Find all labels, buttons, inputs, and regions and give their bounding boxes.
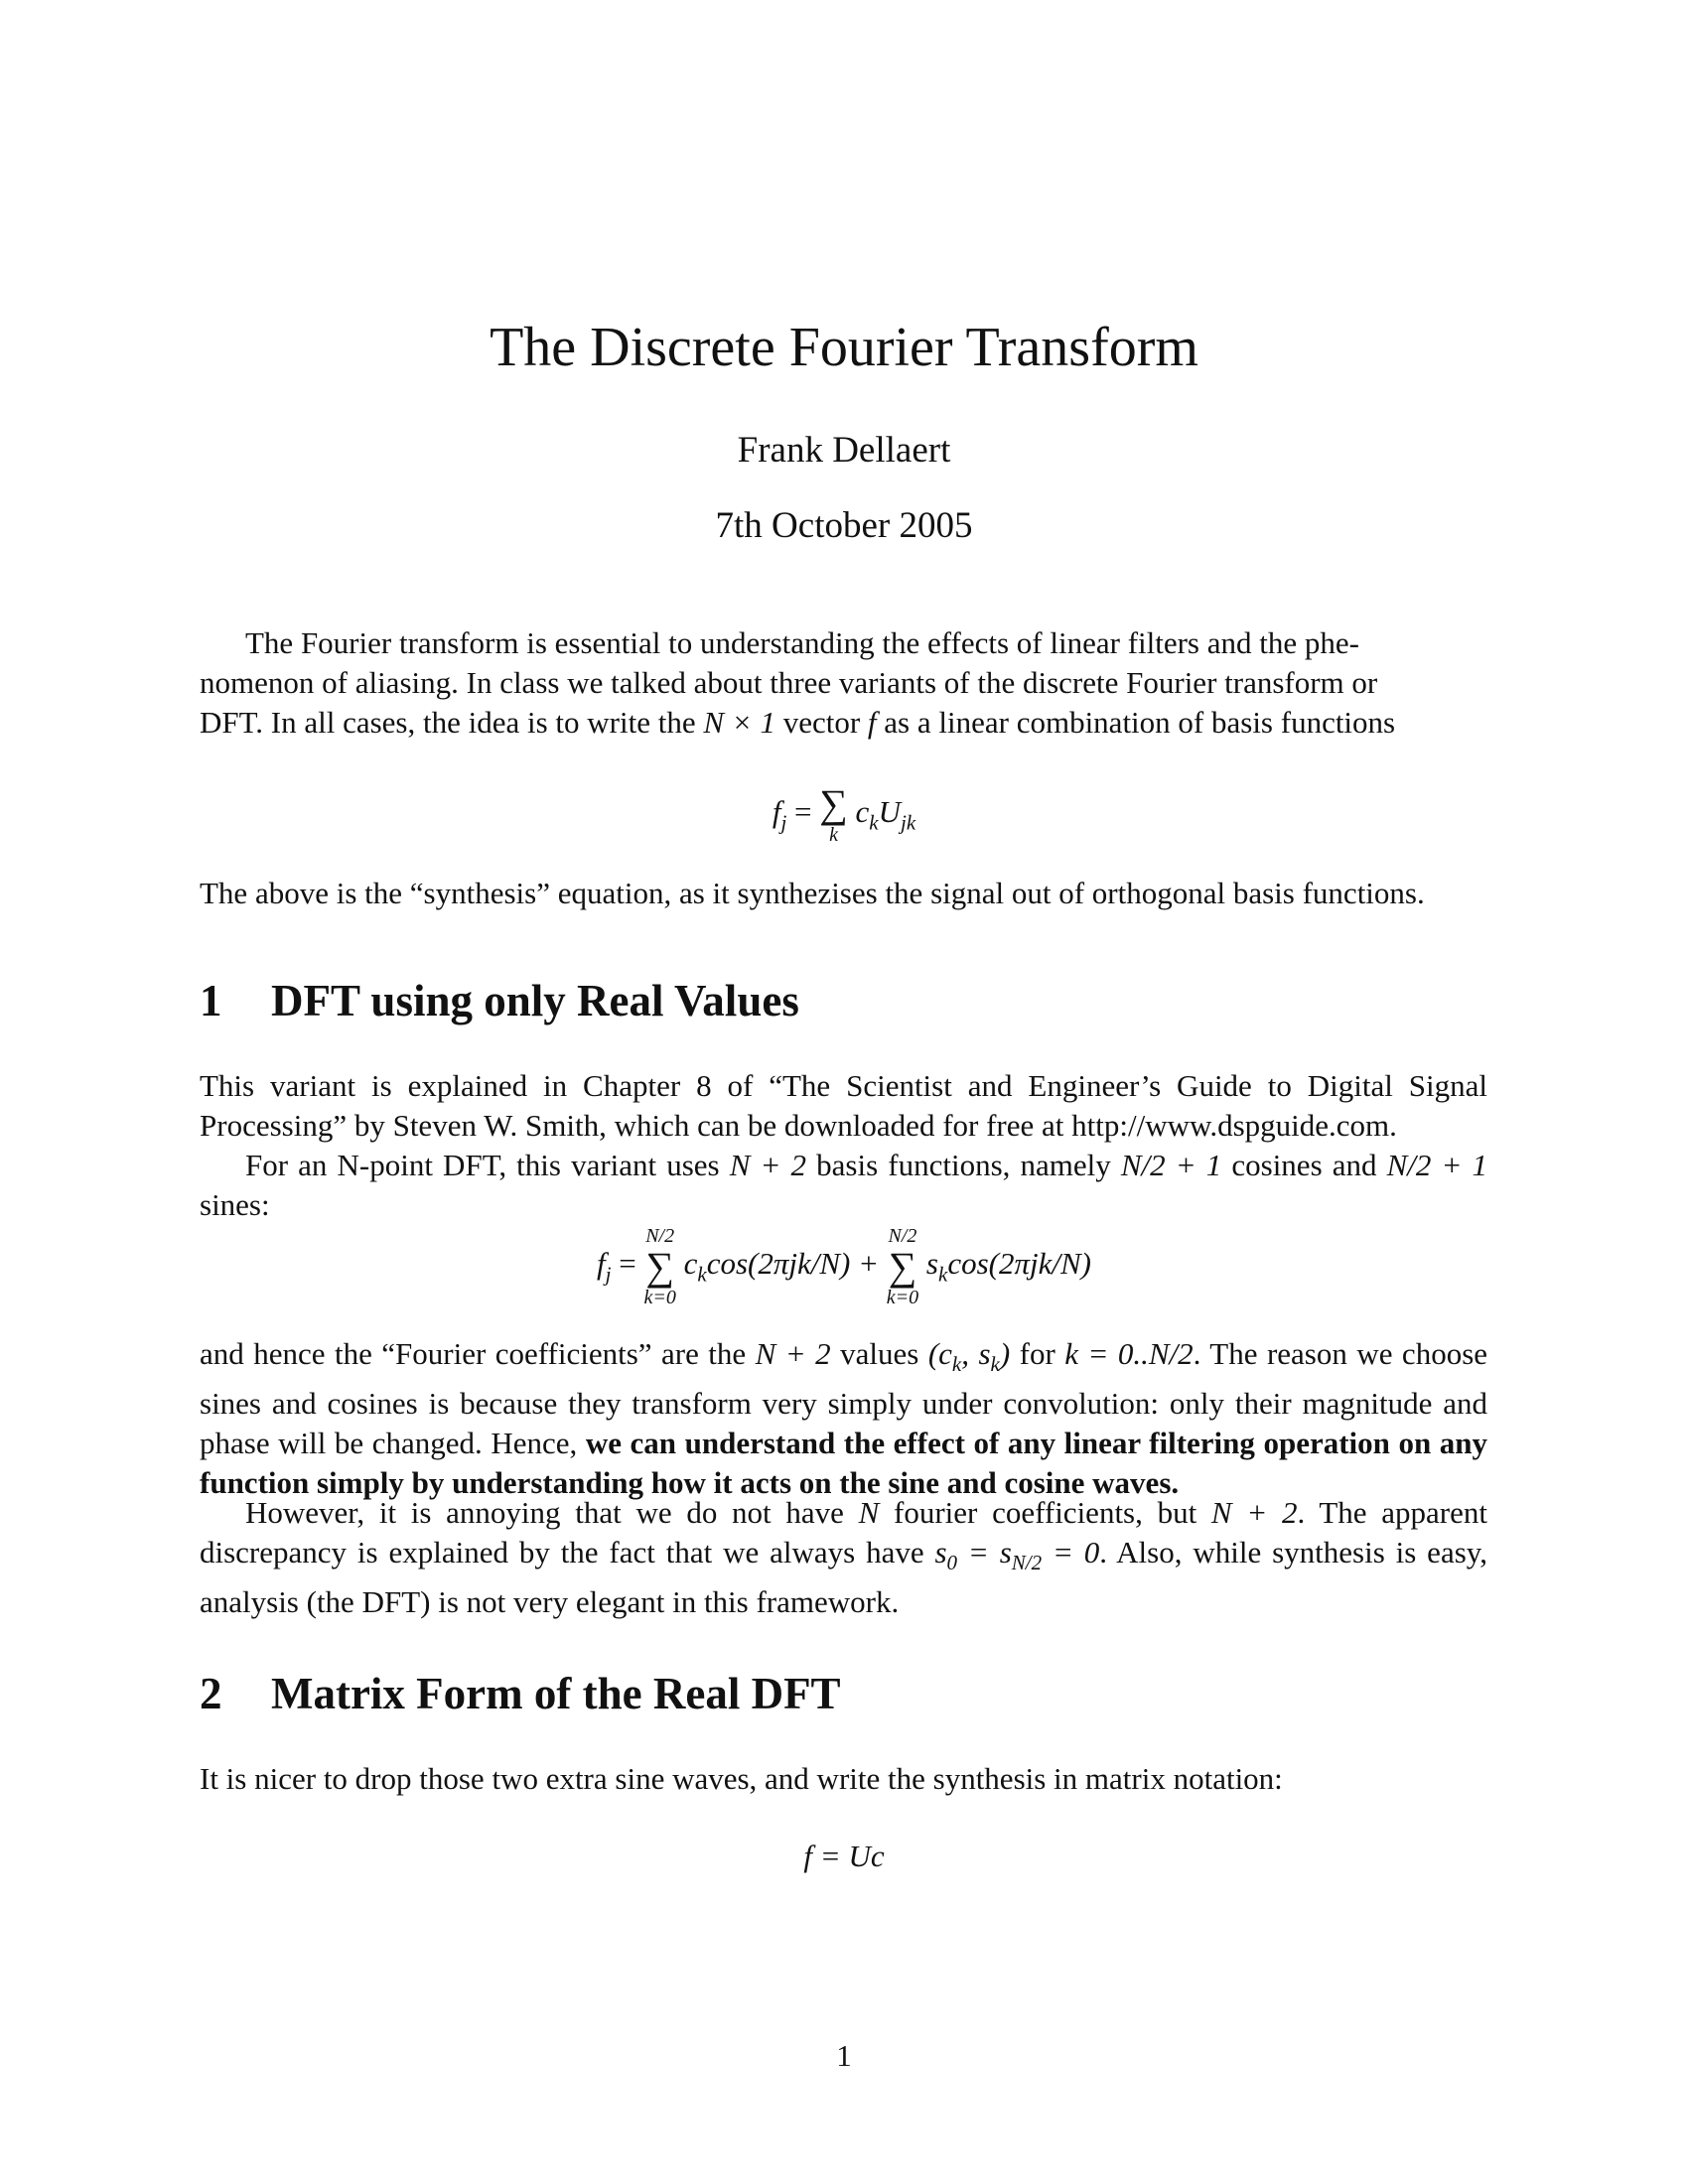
- eq2-sum-2: [887, 1225, 918, 1308]
- sigma-icon: ∑: [888, 1244, 917, 1289]
- eq1-sum-limit: k: [829, 824, 838, 846]
- intro-paragraph: [200, 623, 1487, 743]
- section-1-paragraph-2: [200, 1146, 1487, 1225]
- s1p4-m3b: = s: [957, 1535, 1012, 1570]
- intro-text-c: as a linear combination of basis functions: [884, 705, 1396, 740]
- eq2-sum-1-upper: N/2: [645, 1225, 675, 1247]
- s1p4-text-d: . Also, while synthesis is easy, analysis (the DFT) is not very elegant in this framework.: [200, 1535, 1488, 1620]
- eq1-term-U: U: [878, 794, 902, 830]
- paper-date: 7th October 2005: [715, 505, 973, 546]
- eq2-term-2-rest: cos(2πjk/N): [947, 1246, 1091, 1282]
- eq2-sum-1-lower: k=0: [643, 1287, 676, 1308]
- s1p3-text-c: for: [1019, 1336, 1055, 1371]
- intro-math-dim: N × 1: [703, 705, 775, 740]
- s1p3-text-b: values: [840, 1336, 919, 1371]
- eq2-equals: =: [619, 1246, 636, 1282]
- section-1-paragraph-4: [200, 1493, 1487, 1622]
- paper-author: Frank Dellaert: [737, 430, 951, 471]
- section-2-title: Matrix Form of the Real DFT: [271, 1669, 841, 1718]
- s1p4-m3c: = 0: [1042, 1535, 1100, 1570]
- s1p2-text-b: basis functions, namely: [816, 1148, 1111, 1182]
- matrix-equation: f = Uc: [803, 1839, 885, 1873]
- section-1-paragraph-1: This variant is explained in Chapter 8 of “The Scientist and Engineer’s Guide to Digital Signal Processing” by Steven W. Smith, which can be downloaded for free at http://www.dspguide.com.: [200, 1068, 1487, 1143]
- section-2-paragraph-1: It is nicer to drop those two extra sine waves, and write the synthesis in matrix notation:: [200, 1761, 1283, 1796]
- eq2-term-1: c: [683, 1246, 698, 1282]
- intro-math-f: f: [867, 705, 877, 740]
- s1p2-text-d: sines:: [200, 1187, 270, 1222]
- intro-line-2: nomenon of aliasing. In class we talked about three variants of the discrete Fourier transform or: [200, 665, 1378, 700]
- eq2-term-2-sub: k: [937, 1262, 948, 1287]
- s1p2-text-a: For an N-point DFT, this variant uses: [245, 1148, 720, 1182]
- eq1-sum-operator: [819, 781, 848, 846]
- page-number: 1: [836, 2038, 852, 2073]
- eq2-sum-2-lower: k=0: [886, 1287, 919, 1308]
- eq1-term-c-sub: k: [869, 810, 879, 835]
- intro-text-a: DFT. In all cases, the idea is to write the: [200, 705, 696, 740]
- section-1-number: 1: [200, 976, 222, 1025]
- s1p4-math-2: N + 2: [1210, 1495, 1298, 1530]
- s1p3-m2a: (c: [927, 1336, 952, 1371]
- eq2-term-1-sub: k: [697, 1262, 707, 1287]
- eq2-lhs-sub: j: [605, 1262, 612, 1287]
- eq1-equals: =: [794, 794, 812, 830]
- eq1-term-U-sub: jk: [901, 810, 916, 835]
- s1p3-math-3: k = 0..N/2: [1064, 1336, 1194, 1371]
- s1p4-math-1: N: [858, 1495, 880, 1530]
- synthesis-note: The above is the “synthesis” equation, as it synthezises the signal out of orthogonal basis functions.: [200, 876, 1425, 910]
- section-1-title: DFT using only Real Values: [271, 976, 799, 1025]
- s1p2-math-2: N/2 + 1: [1120, 1148, 1222, 1182]
- s1p4-m3a-sub: 0: [946, 1551, 958, 1575]
- s1p4-text-a: However, it is annoying that we do not have: [245, 1495, 844, 1530]
- s1p2-math-1: N + 2: [729, 1148, 807, 1182]
- section-1-paragraph-3: [200, 1334, 1487, 1503]
- intro-text-b: vector: [782, 705, 861, 740]
- s1p3-m2b: , s: [961, 1336, 991, 1371]
- eq2-lhs: f: [597, 1246, 606, 1282]
- s1p3-text-d: . The reason we choose sines and cosines is because they transform very simply under convolution: only their magnitude and phase will be changed. Hence,: [200, 1336, 1488, 1461]
- section-2-number: 2: [200, 1669, 222, 1718]
- s1p3-m2b-sub: k: [990, 1352, 1000, 1377]
- eq2-sum-2-upper: N/2: [888, 1225, 917, 1247]
- sigma-icon: ∑: [645, 1244, 674, 1289]
- intro-line-3: [200, 703, 1487, 743]
- s1p4-m3a: s: [934, 1535, 947, 1570]
- eq2-sum-1: [643, 1225, 675, 1308]
- s1p4-text-b: fourier coefficients, but: [894, 1495, 1197, 1530]
- eq1-term-c: c: [855, 794, 870, 830]
- s1p4-text-c: . The apparent discrepancy is explained by the fact that we always have: [200, 1495, 1487, 1570]
- s1p3-m2a-sub: k: [951, 1352, 962, 1377]
- section-2-heading: [200, 1668, 841, 1719]
- paper-title: The Discrete Fourier Transform: [490, 317, 1198, 378]
- s1p3-bold-statement: we can understand the effect of any linear filtering operation on any function simply by understanding how it acts on the sine and cosine waves.: [200, 1426, 1487, 1501]
- s1p3-math-1: N + 2: [755, 1336, 831, 1371]
- s1p4-math-3: [934, 1535, 1100, 1575]
- s1p2-math-3: N/2 + 1: [1386, 1148, 1488, 1182]
- synthesis-equation: [0, 781, 1688, 846]
- intro-line-1: The Fourier transform is essential to understanding the effects of linear filters and the phe-: [245, 625, 1359, 660]
- s1p2-text-c: cosines and: [1231, 1148, 1377, 1182]
- s1p4-m3b-sub: N/2: [1011, 1551, 1043, 1575]
- s1p3-math-2: [927, 1336, 1011, 1377]
- real-dft-equation: [0, 1225, 1688, 1308]
- s1p3-m2c: ): [999, 1336, 1011, 1371]
- sigma-icon: ∑: [819, 781, 848, 826]
- eq2-term-1-rest: cos(2πjk/N) +: [706, 1246, 880, 1282]
- s1p3-text-a: and hence the “Fourier coefficients” are the: [200, 1336, 747, 1371]
- eq1-lhs: f: [772, 794, 781, 830]
- eq2-term-2: s: [925, 1246, 938, 1282]
- section-1-heading: [200, 975, 799, 1026]
- eq1-lhs-sub: j: [780, 810, 787, 835]
